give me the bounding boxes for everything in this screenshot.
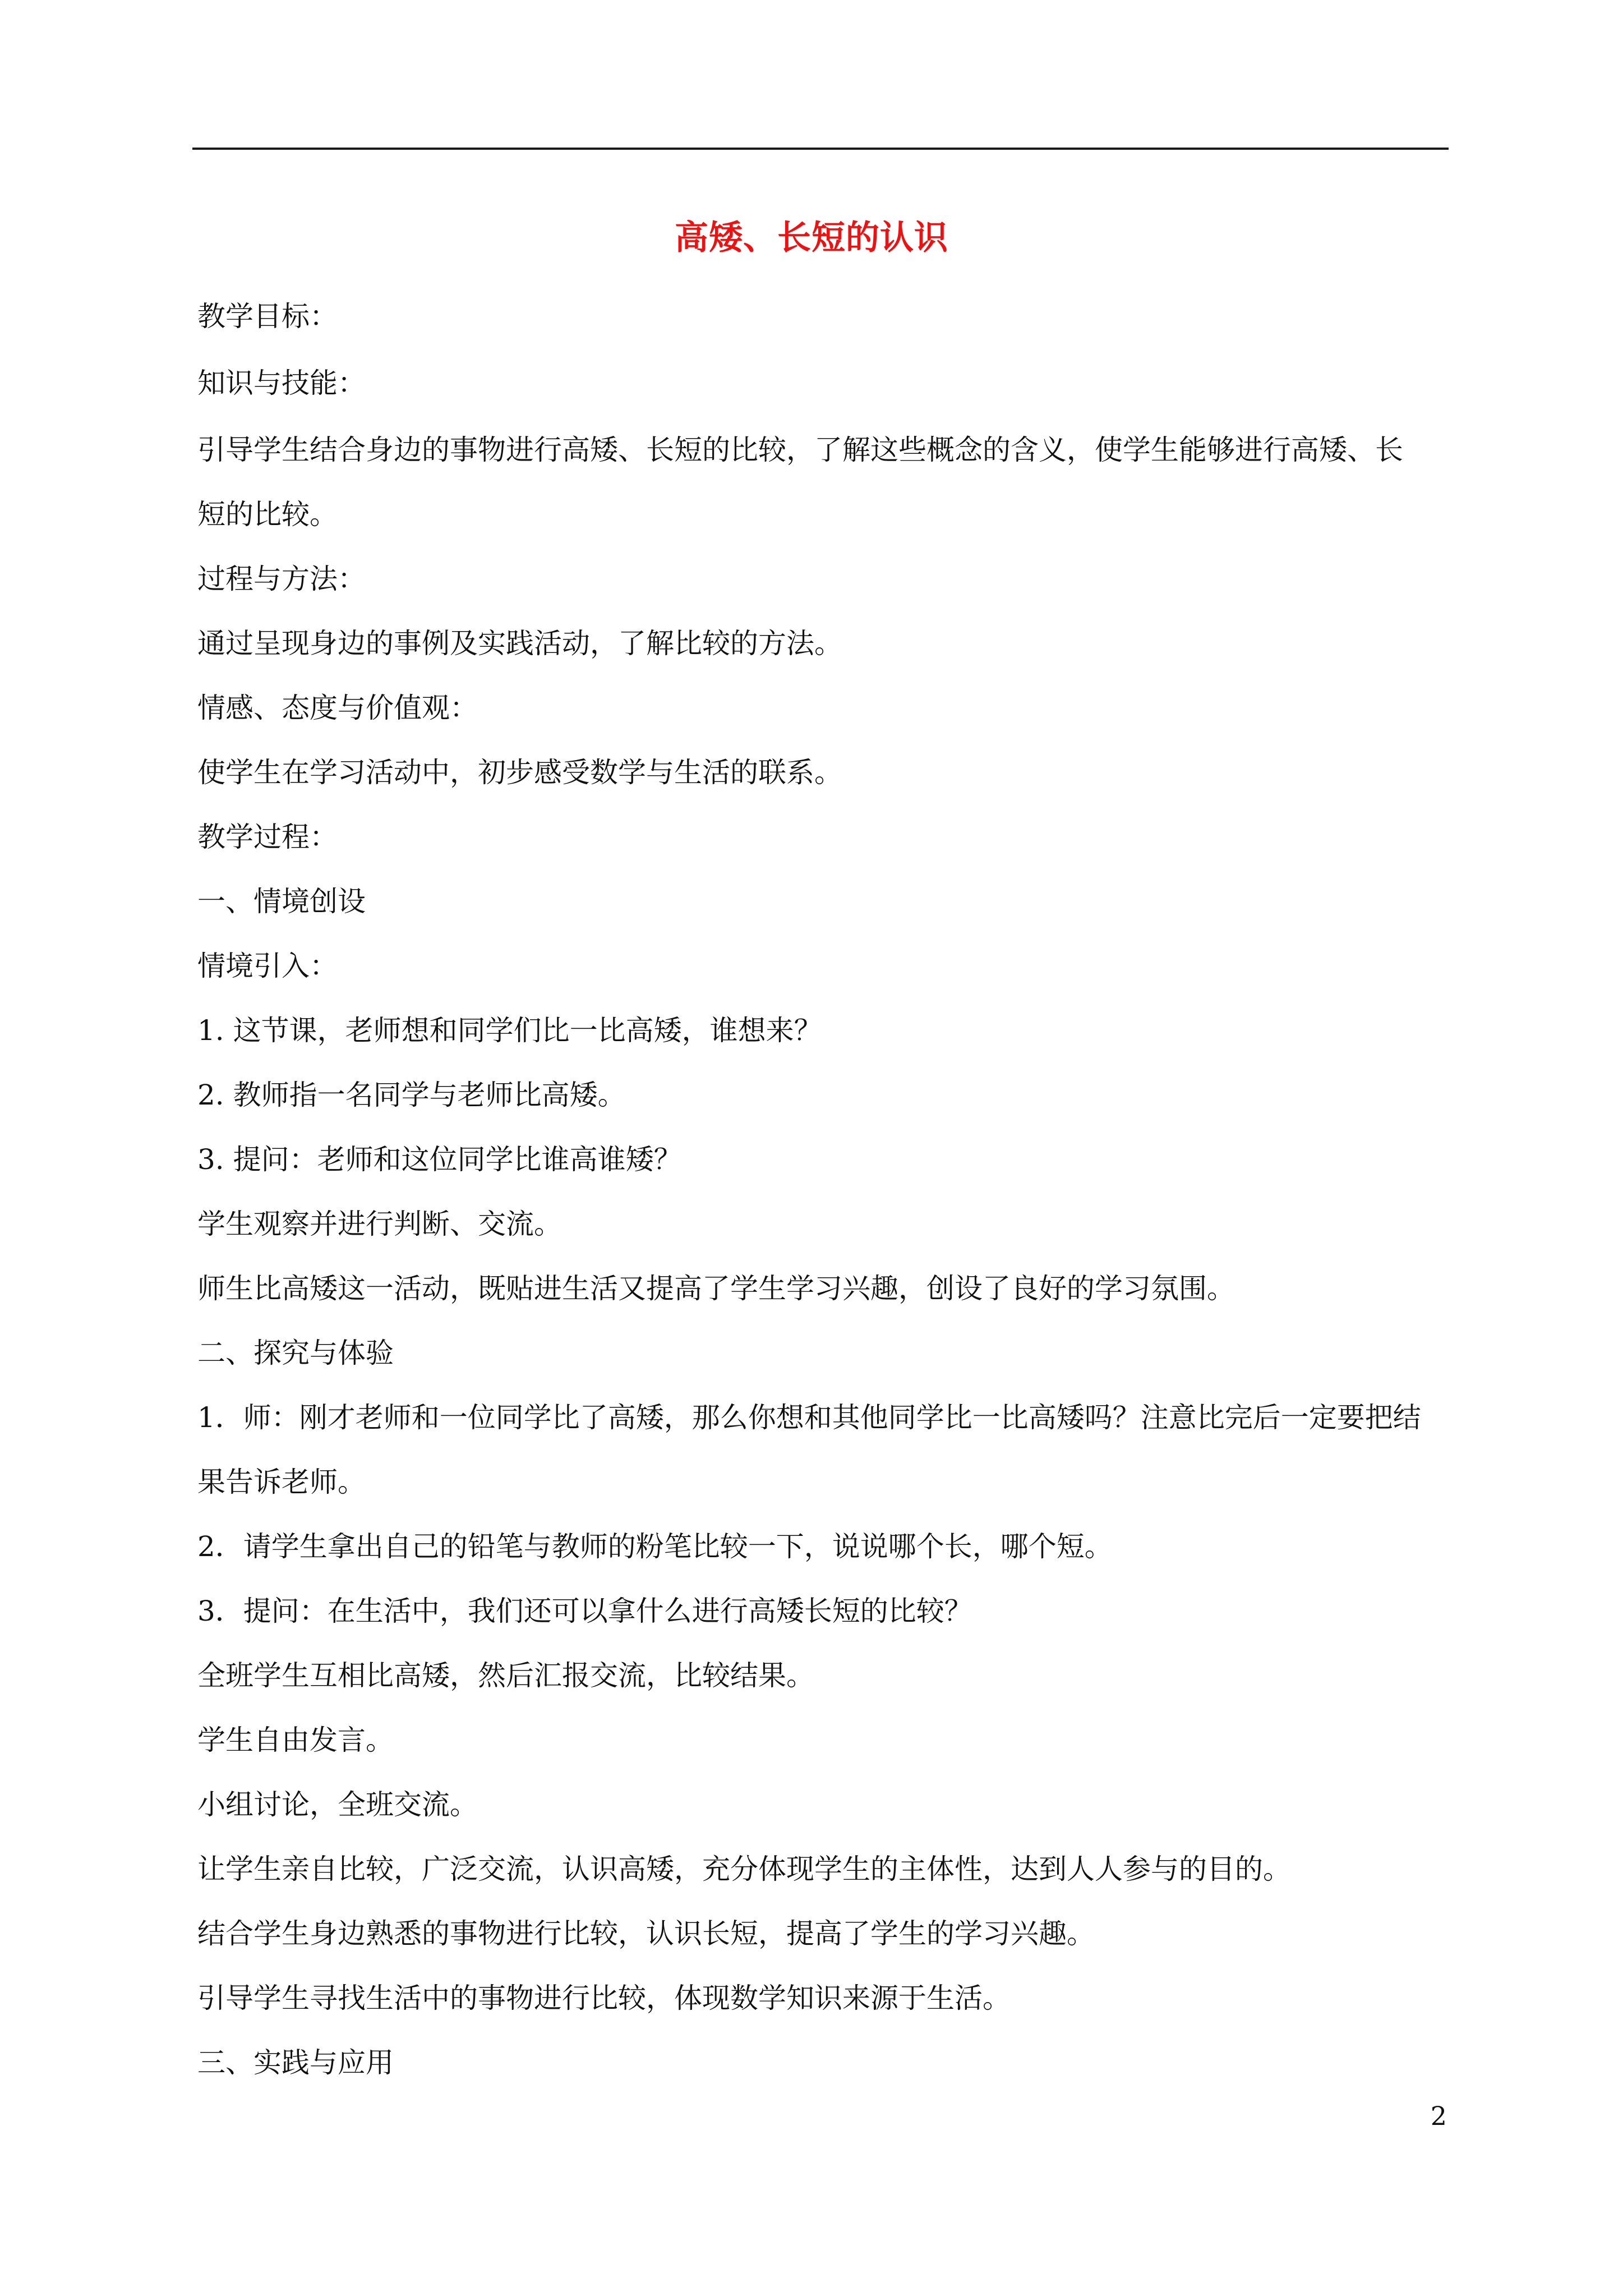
body-line: 教学过程： — [197, 821, 338, 853]
document-body — [197, 298, 1454, 2081]
body-line: 3. 提问：老师和这位同学比谁高谁矮？ — [197, 1143, 682, 1176]
body-line: 一、情境创设 — [197, 885, 366, 918]
page-title: 高矮、长短的认识 — [675, 218, 948, 257]
body-line: 师生比高矮这一活动，既贴进生活又提高了学生学习兴趣，创设了良好的学习氛围。 — [197, 1272, 1235, 1305]
body-line: 二、探究与体验 — [197, 1337, 394, 1369]
header-rule — [192, 148, 1449, 150]
body-line: 情境引入： — [197, 950, 338, 982]
body-line: 通过呈现身边的事例及实践活动，了解比较的方法。 — [197, 627, 842, 660]
body-line: 情感、态度与价值观： — [197, 692, 478, 724]
body-line: 学生观察并进行判断、交流。 — [197, 1208, 562, 1240]
body-line: 引导学生寻找生活中的事物进行比较，体现数学知识来源于生活。 — [197, 1982, 1011, 2014]
body-line: 结合学生身边熟悉的事物进行比较，认识长短，提高了学生的学习兴趣。 — [197, 1917, 1095, 1950]
body-line: 2. 教师指一名同学与老师比高矮。 — [197, 1079, 626, 1111]
body-line: 1．师：刚才老师和一位同学比了高矮，那么你想和其他同学比一比高矮吗？注意比完后一定要把结 — [197, 1401, 1421, 1434]
page-number: 2 — [1430, 2101, 1447, 2131]
body-line: 知识与技能： — [197, 367, 366, 399]
body-line: 短的比较。 — [197, 498, 338, 531]
body-line: 三、实践与应用 — [197, 2046, 394, 2079]
body-line: 果告诉老师。 — [197, 1466, 366, 1498]
body-line: 2．请学生拿出自己的铅笔与教师的粉笔比较一下，说说哪个长，哪个短。 — [197, 1530, 1113, 1563]
body-line: 全班学生互相比高矮，然后汇报交流，比较结果。 — [197, 1659, 814, 1692]
body-line: 学生自由发言。 — [197, 1724, 394, 1756]
body-line: 使学生在学习活动中，初步感受数学与生活的联系。 — [197, 756, 842, 789]
body-line: 过程与方法： — [197, 563, 366, 595]
body-line: 引导学生结合身边的事物进行高矮、长短的比较，了解这些概念的含义，使学生能够进行高矮、长 — [197, 434, 1403, 466]
body-line: 教学目标： — [197, 300, 338, 333]
body-line: 3．提问：在生活中，我们还可以拿什么进行高矮长短的比较？ — [197, 1595, 972, 1627]
body-line: 1. 这节课，老师想和同学们比一比高矮，谁想来？ — [197, 1014, 822, 1047]
body-line: 让学生亲自比较，广泛交流，认识高矮，充分体现学生的主体性，达到人人参与的目的。 — [197, 1853, 1291, 1885]
body-line: 小组讨论，全班交流。 — [197, 1788, 478, 1821]
